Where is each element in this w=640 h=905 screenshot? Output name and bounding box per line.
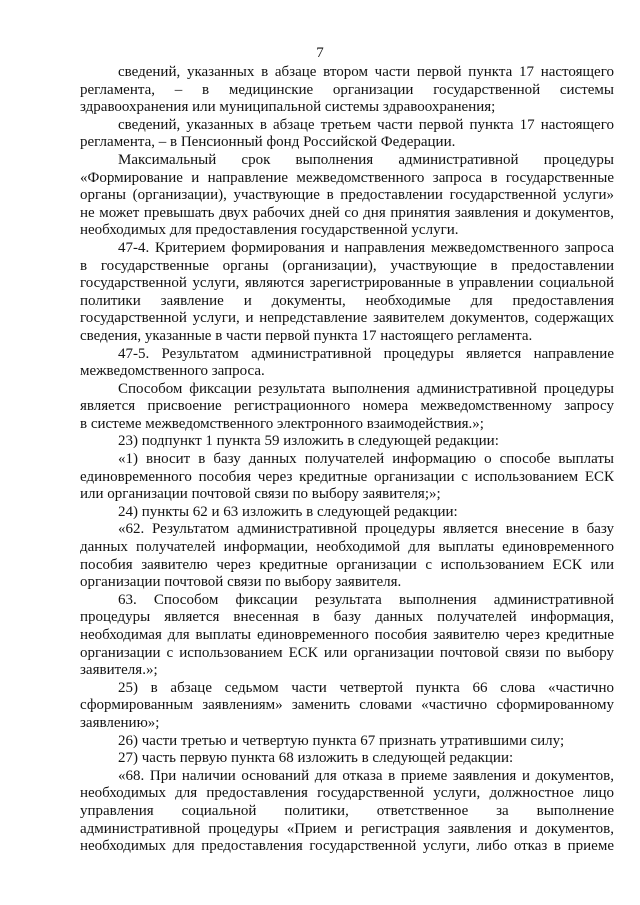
text-line: управления социальной политики, ответственное за выполнение xyxy=(80,802,614,819)
document-body xyxy=(80,64,614,856)
text-line: сформированным заявлениям» заменить словами «частично сформированному xyxy=(80,697,614,714)
text-line: «Формирование и направление межведомственного запроса в государственные xyxy=(80,169,614,186)
text-line: данных получателей информации, необходимой для выплаты единовременного xyxy=(80,539,614,556)
text-line: «62. Результатом административной процедуры является внесение в базу xyxy=(118,521,614,538)
text-line: необходимых для предоставления государственной услуги, либо отказ в приеме xyxy=(80,838,614,855)
paragraph xyxy=(80,346,614,381)
text-line: сведений, указанных в абзаце втором части первой пункта 17 настоящего xyxy=(118,64,614,80)
text-line: процедуры является внесенная в базу данных получателей информация, xyxy=(80,609,614,626)
text-line: здравоохранения или муниципальной системы здравоохранения; xyxy=(80,99,496,116)
text-line: в системе межведомственного электронного взаимодействия.»; xyxy=(80,415,484,432)
paragraph xyxy=(80,504,614,522)
text-line: государственной услуги, и непредставление заявителем документов, содержащих xyxy=(80,310,614,327)
text-line: необходимых для предоставления государственной услуги. xyxy=(80,222,459,239)
text-line: регламента, – в медицинские организации государственной системы xyxy=(80,81,614,98)
paragraph xyxy=(80,451,614,504)
text-line: межведомственного запроса. xyxy=(80,363,265,380)
paragraph xyxy=(80,680,614,733)
text-line: 24) пункты 62 и 63 изложить в следующей редакции: xyxy=(118,503,458,520)
text-line: Максимальный срок выполнения административной процедуры xyxy=(118,151,614,168)
text-line: 23) подпункт 1 пункта 59 изложить в следующей редакции: xyxy=(118,433,499,450)
text-line: регламента, – в Пенсионный фонд Российской Федерации. xyxy=(80,134,456,151)
text-line: 25) в абзаце седьмом части четвертой пункта 66 слова «частично xyxy=(118,679,614,696)
paragraph xyxy=(80,750,614,768)
paragraph xyxy=(80,592,614,680)
text-line: 47-5. Результатом административной процедуры является направление xyxy=(118,345,614,362)
text-line: 47-4. Критерием формирования и направления межведомственного запроса xyxy=(118,239,614,256)
text-line: 63. Способом фиксации результата выполнения административной xyxy=(118,591,614,608)
text-line: 26) части третью и четвертую пункта 67 признать утратившими силу; xyxy=(118,732,565,749)
text-line: органы (организации), участвующие в предоставлении государственной услуги» xyxy=(80,187,614,204)
text-line: «68. При наличии оснований для отказа в приеме заявления и документов, xyxy=(118,767,614,784)
text-line: сведения, указанные в части первой пункта 17 настоящего регламента. xyxy=(80,327,533,344)
page-number: 7 xyxy=(316,45,324,61)
paragraph xyxy=(80,521,614,591)
text-line: политики заявление и документы, необходимые для предоставления xyxy=(80,292,614,309)
text-line: 27) часть первую пункта 68 изложить в следующей редакции: xyxy=(118,750,514,767)
paragraph xyxy=(80,64,614,117)
paragraph xyxy=(80,240,614,346)
paragraph xyxy=(80,768,614,856)
text-line: «1) вносит в базу данных получателей информацию о способе выплаты xyxy=(118,451,614,468)
text-line: организации почтовой связи по выбору заявителя. xyxy=(80,574,402,591)
text-line: заявителя.»; xyxy=(80,662,158,679)
text-line: необходимых для предоставления государственной услуги, должностное лицо xyxy=(80,785,614,802)
paragraph xyxy=(80,733,614,751)
paragraph xyxy=(80,381,614,434)
text-line: единовременного пособия через кредитные организации с использованием ЕСК xyxy=(80,468,614,485)
paragraph xyxy=(80,433,614,451)
text-line: является присвоение регистрационного номера межведомственному запросу xyxy=(80,398,614,415)
text-line: заявлению»; xyxy=(80,714,160,731)
text-line: административной процедуры «Прием и регистрация заявления и документов, xyxy=(80,820,614,837)
text-line: в государственные органы (организации), участвующие в предоставлении xyxy=(80,257,614,274)
text-line: Способом фиксации результата выполнения административной процедуры xyxy=(118,380,614,397)
text-line: организации с использованием ЕСК или организации почтовой связи по выбору xyxy=(80,644,614,661)
text-line: сведений, указанных в абзаце третьем части первой пункта 17 настоящего xyxy=(118,116,614,133)
paragraph xyxy=(80,152,614,240)
text-line: государственной услуги, являются зарегистрированные в управлении социальной xyxy=(80,275,614,292)
text-line: не может превышать двух рабочих дней со дня принятия заявления и документов, xyxy=(80,204,614,221)
text-line: пособия заявителю через кредитные организации с использованием ЕСК или xyxy=(80,556,614,573)
text-line: или организации почтовой связи по выбору заявителя;»; xyxy=(80,486,441,503)
text-line: необходимая для выплаты единовременного пособия заявителю через кредитные xyxy=(80,627,614,643)
paragraph xyxy=(80,117,614,152)
